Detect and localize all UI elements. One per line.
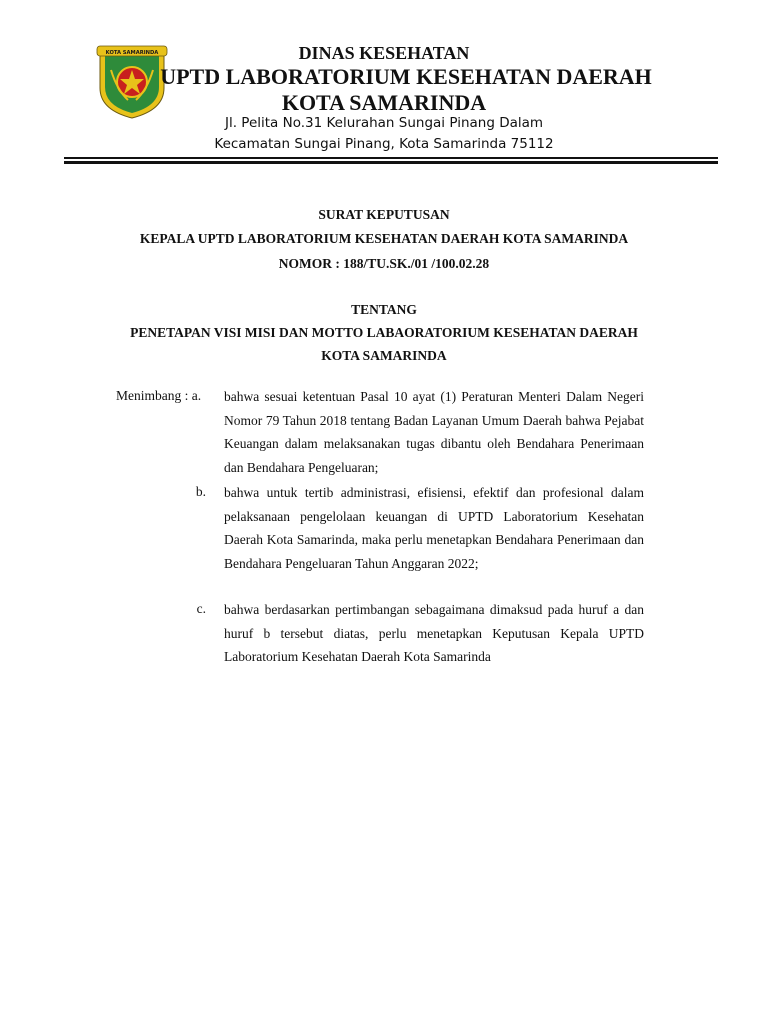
consideration-c-marker: c. [196,601,206,616]
document-issuer: KEPALA UPTD LABORATORIUM KESEHATAN DAERAH KOTA SAMARINDA [139,231,629,246]
about-heading: TENTANG [351,302,417,317]
address-line-1: Jl. Pelita No.31 Kelurahan Sungai Pinang Dalam [224,115,544,131]
subject-line-2: KOTA SAMARINDA [321,348,447,363]
document-number: NOMOR : 188/TU.SK./01 /100.02.28 [278,256,490,271]
institution-name: UPTD LABORATORIUM KESEHATAN DAERAH [160,64,652,89]
logo-banner-text: KOTA SAMARINDA [105,49,159,56]
header-divider-thick [64,161,718,164]
considering-label: Menimbang : a. [116,388,202,403]
consideration-b-marker: b. [195,484,206,499]
document-type: SURAT KEPUTUSAN [318,207,450,222]
consideration-c-text: bahwa berdasarkan pertimbangan sebagaimana dimaksud pada huruf a dan huruf b tersebut diatas, perlu menetapkan Keputusan Kepala UPTD Laboratorium Kesehatan Daerah Kota Samarinda [224,602,644,665]
consideration-b-text: bahwa untuk tertib administrasi, efisiensi, efektif dan profesional dalam pelaksanaan pengelolaan keuangan di UPTD Laboratorium Kesehatan Daerah Kota Samarinda, maka perlu menetapkan Bendahara Penerimaan dan Bendahara Pengeluaran Tahun Anggaran 2022; [224,485,644,571]
city-name: KOTA SAMARINDA [281,90,487,115]
address-line-2: Kecamatan Sungai Pinang, Kota Samarinda 75112 [214,136,554,152]
header-divider-thin [64,157,718,159]
agency-name: DINAS KESEHATAN [298,43,470,63]
consideration-a-text: bahwa sesuai ketentuan Pasal 10 ayat (1) Peraturan Menteri Dalam Negeri Nomor 79 Tahun 2018 tentang Badan Layanan Umum Daerah bahwa Pejabat Keuangan dalam melaksanakan tugas dibantu oleh Bendahara Penerimaan dan Bendahara Pengeluaran; [224,389,644,475]
subject-line-1: PENETAPAN VISI MISI DAN MOTTO LABAORATORIUM KESEHATAN DAERAH [130,325,638,340]
